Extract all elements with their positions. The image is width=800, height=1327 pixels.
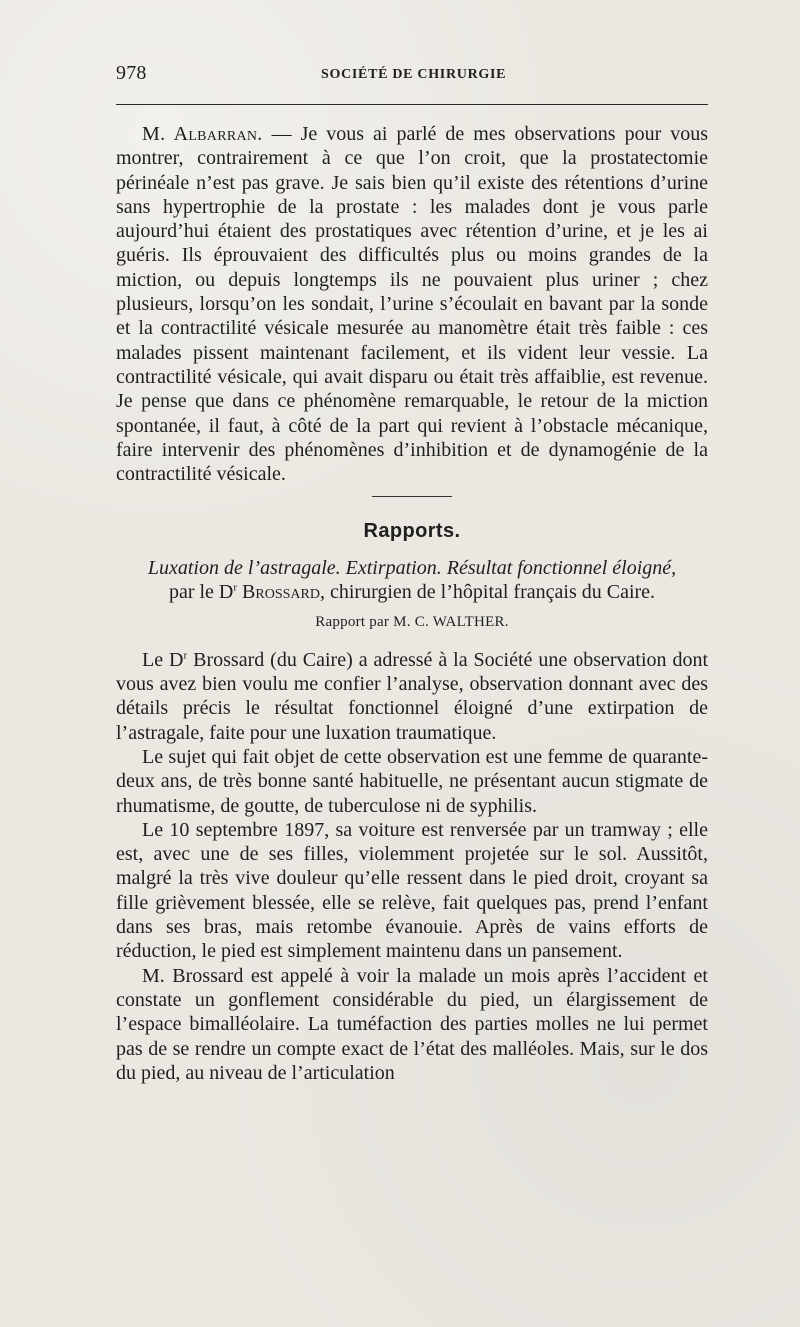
discussion-text: — Je vous ai parlé de mes observations pour vous montrer, contrairement à ce que l’on croit, que la prostatectomie périnéale n’est pas grave. Je sais bien qu’il existe des rétentions d’urine sans hypertrophie de la prostate : les malades dont je vous parle aujourd’hui étaient des prostatiques avec rétention d’urine, et je les ai guéris. Ils éprouvaient des difficultés plus ou moins grandes de la miction, ou depuis longtemps ils ne pouvaient plus uriner ; chez plusieurs, lorsqu’on les sondait, l’urine s’écoulait en bavant par la sonde et la contractilité vésicale mesurée au manomètre était très faible : ces malades pissent maintenant facilement, et ils vident leur vessie. La contractilité vésicale, qui avait disparu ou était très affaiblie, est revenue. Je pense que dans ce phénomène remarquable, le retour de la miction spontanée, il faut, à côté de la part qui revient à l’obstacle mécanique, faire intervenir des phénomènes d’inhibition et de dynamogénie de la contractilité vésicale. (116, 123, 709, 486)
speaker-name: M. Albarran. (142, 123, 263, 145)
paragraph-text: Brossard (du Caire) a adressé à la Société une observation dont vous avez bien voulu me confier l’analyse, observation donnant avec des détails précis le résultat fonctionnel éloigné d’une extirpation de l’astragale, faite pour une luxation traumatique. (116, 648, 709, 744)
author-prefix: par le D (168, 580, 234, 603)
report-title (116, 556, 708, 604)
report-paragraph-3: Le 10 septembre 1897, sa voiture est renversée par un tramway ; elle est, avec une de ses filles, violemment projetée sur le sol. Aussitôt, malgré la très vive douleur qu’elle ressent dans le pied droit, croyant sa fille grièvement blessée, elle se relève, fait quelques pas, prend l’enfant dans ses bras, mais retombe évanouie. Après de vains efforts de réduction, le pied est simplement maintenu dans un pansement. (116, 818, 708, 963)
header-rule (116, 104, 708, 105)
report-title-line: Luxation de l’astragale. Extirpation. Résultat fonctionnel éloigné, (147, 556, 677, 579)
section-heading: Rapports. (363, 520, 461, 543)
report-paragraph-4: M. Brossard est appelé à voir la malade un mois après l’accident et constate un gonflement considérable du pied, un élargissement de l’espace bimalléolaire. La tuméfaction des parties molles ne lui permet pas de se rendre un compte exact de l’état des malléoles. Mais, sur le dos du pied, au niveau de l’articulation (116, 964, 708, 1084)
running-title: SOCIÉTÉ DE CHIRURGIE (321, 67, 507, 82)
document-body (116, 122, 708, 1085)
author-superscript: r (233, 581, 238, 594)
page-header (116, 62, 708, 96)
paragraph-superscript: r (183, 649, 188, 662)
author-suffix: , chirurgien de l’hôpital français du Caire. (319, 580, 656, 603)
author-name: Brossard (242, 580, 320, 603)
report-body (116, 648, 708, 1085)
report-paragraph-1 (116, 648, 708, 745)
reporter-line: Rapport par M. C. WALTHER. (315, 613, 509, 630)
page-number: 978 (116, 62, 147, 84)
paragraph-prefix: Le D (142, 648, 184, 671)
section-divider (372, 496, 452, 497)
discussion-paragraph (116, 122, 708, 486)
report-author-line (116, 580, 708, 604)
report-paragraph-2: Le sujet qui fait objet de cette observation est une femme de quarante-deux ans, de très bonne santé habituelle, ne présentant aucun stigmate de rhumatisme, de goutte, de tuberculose ni de syphilis. (116, 745, 708, 817)
